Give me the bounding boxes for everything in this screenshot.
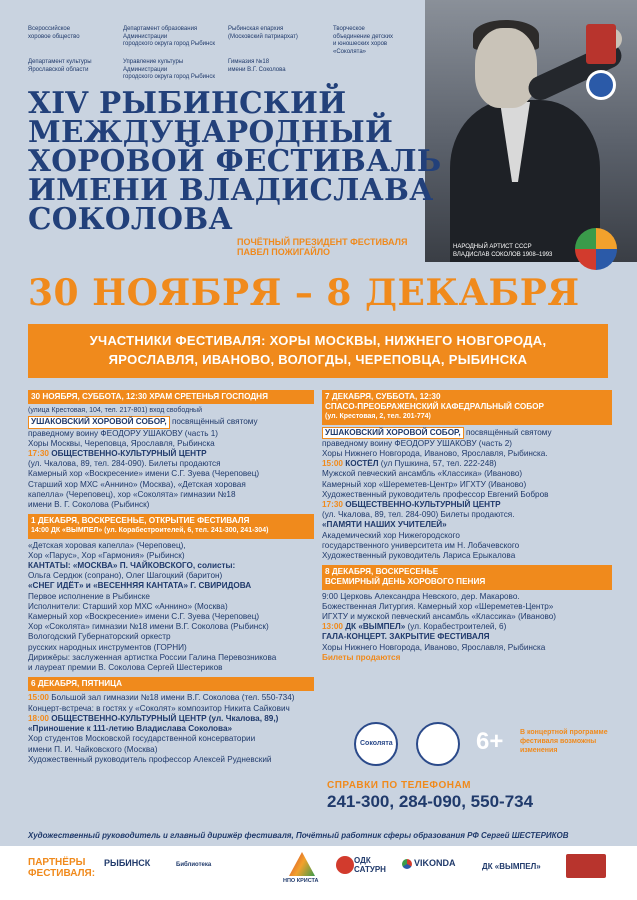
program-note: В концертной программе фестиваля возможны изменения bbox=[520, 729, 608, 754]
partners-bar bbox=[0, 846, 637, 900]
odk-logo-icon bbox=[336, 856, 354, 874]
phone-info: СПРАВКИ ПО ТЕЛЕФОНАМ 241-300, 284-090, 550-734 bbox=[327, 780, 534, 811]
participants-banner: УЧАСТНИКИ ФЕСТИВАЛЯ: ХОРЫ МОСКВЫ, НИЖНЕГО НОВГОРОДА, ЯРОСЛАВЛЯ, ИВАНОВО, ВОЛОГДЫ, ЧЕРЕПОВЦА, РЫБИНСКА bbox=[28, 324, 608, 378]
org-1: Всероссийское хоровое общество bbox=[28, 26, 80, 40]
event-dec-8: 8 ДЕКАБРЯ, ВОСКРЕСЕНЬЕ ВСЕМИРНЫЙ ДЕНЬ ХОРОВОГО ПЕНИЯ 9:00 Церковь Александра Невского, дер. Макарово. Божественная Литургия. Камерный хор «Шереметев-Центр» ИГХТУ и мужской певческий ансамбль «Классика» (Иваново) 13:00 ДК «ВЫМПЕЛ» (ул. Корабестроителей, 6) ГАЛА-КОНЦЕРТ. ЗАКРЫТИЕ ФЕСТИВАЛЯ Хоры Нижнего Новгорода, Иваново, Ярославля, Рыбинска Билеты продаются bbox=[322, 565, 612, 663]
program-right-column bbox=[322, 390, 612, 667]
music-school-logo-icon bbox=[416, 722, 460, 766]
photo-caption: НАРОДНЫЙ АРТИСТ СССР ВЛАДИСЛАВ СОКОЛОВ 1908–1993 bbox=[453, 244, 553, 258]
event-header: 1 ДЕКАБРЯ, ВОСКРЕСЕНЬЕ, ОТКРЫТИЕ ФЕСТИВАЛЯ 14:00 ДК «ВЫМПЕЛ» (ул. Корабестроителей, 6, тел. 241-300, 241-304) bbox=[28, 514, 314, 538]
artistic-director-credit: Художественный руководитель и главный дирижёр фестиваля, Почётный работник сферы образования РФ Сергей ШЕСТЕРИКОВ bbox=[28, 831, 569, 840]
event-header: 8 ДЕКАБРЯ, ВОСКРЕСЕНЬЕ ВСЕМИРНЫЙ ДЕНЬ ХОРОВОГО ПЕНИЯ bbox=[322, 565, 612, 589]
event-dec-1: 1 ДЕКАБРЯ, ВОСКРЕСЕНЬЕ, ОТКРЫТИЕ ФЕСТИВАЛЯ 14:00 ДК «ВЫМПЕЛ» (ул. Корабестроителей, 6, тел. 241-300, 241-304) «Детская хоровая капелла» (Череповец), Хор «Парус», Хор «Гармония» (Рыбинск) КАНТАТЫ: «МОСКВА» П. ЧАЙКОВСКОГО, солисты: Ольга Сердюк (сопрано), Олег Шагоцкий (баритон) «СНЕГ ИДЁТ» и «ВЕСЕННЯЯ КАНТАТА» Г. СВИРИДОВА Первое исполнение в Рыбинске Исполнители: Старший хор МХС «Аннино» (Москва) Камерный хор «Воскресение» имени С.Г. Зуева (Череповец) Хор «Соколята» гимназии №18 имени В.Г. Соколова (Рыбинск) Вологодский Губернаторский оркестр русских народных инструментов (ГОРНИ) Дирижёры: заслуженная артистка России Галина Перевозникова и лауреат премии В. Соколова Сергей Шестериков bbox=[28, 514, 314, 673]
honorary-president: ПОЧЁТНЫЙ ПРЕЗИДЕНТ ФЕСТИВАЛЯ ПАВЕЛ ПОЖИГАЙЛО bbox=[237, 237, 408, 257]
event-dec-7: 7 ДЕКАБРЯ, СУББОТА, 12:30 СПАСО-ПРЕОБРАЖЕНСКИЙ КАФЕДРАЛЬНЫЙ СОБОР (ул. Крестовая, 2, тел. 201-774) УШАКОВСКИЙ ХОРОВОЙ СОБОР, посвящённый святому праведному воину ФЕОДОРУ УШАКОВУ (часть 2) Хоры Нижнего Новгорода, Иваново, Ярославля, Рыбинска. 15:00 КОСТЁЛ (ул Пушкина, 57, тел. 222-248) Мужской певческий ансамбль «Классика» (Иваново) Камерный хор «Шереметев-Центр» ИГХТУ (Иваново) Художественный руководитель профессор Евгений Бобров 17:30 ОБЩЕСТВЕННО-КУЛЬТУРНЫЙ ЦЕНТР (ул. Чкалова, 89, тел. 284-090) Билеты продаются. «ПАМЯТИ НАШИХ УЧИТЕЛЕЙ» Академический хор Нижегородского государственного университета им Н. Лобачевского Художественный руководитель Лариса Ерыкалова bbox=[322, 390, 612, 561]
building-logo-icon bbox=[566, 854, 606, 878]
vikonda-logo-icon bbox=[402, 859, 412, 869]
org-3: Рыбинская епархия (Московский патриархат) bbox=[228, 26, 298, 40]
partner-vikonda: VIKONDA bbox=[402, 858, 456, 869]
event-header: 6 ДЕКАБРЯ, ПЯТНИЦА bbox=[28, 677, 314, 691]
event-header: 7 ДЕКАБРЯ, СУББОТА, 12:30 СПАСО-ПРЕОБРАЖЕНСКИЙ КАФЕДРАЛЬНЫЙ СОБОР (ул. Крестовая, 2, тел. 201-774) bbox=[322, 390, 612, 425]
city-crest-icon bbox=[586, 24, 616, 64]
org-5: Департамент культуры Ярославской области bbox=[28, 59, 92, 73]
choir-society-logo-icon bbox=[586, 70, 616, 100]
festival-logo-icon bbox=[575, 228, 617, 270]
festival-dates: 30 НОЯБРЯ – 8 ДЕКАБРЯ bbox=[28, 272, 580, 314]
event-dec-6: 6 ДЕКАБРЯ, ПЯТНИЦА 15:00 Большой зал гимназии №18 имени В.Г. Соколова (тел. 550-734) Концерт-встреча: в гостях у «Соколят» композитор Никита Сайкович 18:00 ОБЩЕСТВЕННО-КУЛЬТУРНЫЙ ЦЕНТР (ул. Чкалова, 89,) «Приношение к 111-летию Владислава Соколова» Хор студентов Московской государственной консерватории имени П. И. Чайковского (Москва) Художественный руководитель профессор Алексей Рудневский bbox=[28, 677, 314, 765]
org-6: Управление культуры Администрации городского округа город Рыбинск bbox=[123, 59, 215, 80]
age-rating: 6+ bbox=[476, 728, 504, 755]
organizers bbox=[28, 26, 428, 85]
partner-library: Библиотека bbox=[176, 862, 212, 868]
sokolyata-logo-icon: Соколята bbox=[354, 722, 398, 766]
org-4: Творческое объединение детских и юношеских хоров «Соколята» bbox=[333, 26, 393, 55]
logos-row bbox=[324, 718, 614, 778]
program-left-column bbox=[28, 390, 314, 769]
event-nov-30: 30 НОЯБРЯ, СУББОТА, 12:30 ХРАМ СРЕТЕНЬЯ ГОСПОДНЯ (улица Крестовая, 104, тел. 217-801) вход свободный УШАКОВСКИЙ ХОРОВОЙ СОБОР, посвящённый святому праведному воину ФЕОДОРУ УШАКОВУ (часть 1) Хоры Москвы, Череповца, Ярославля, Рыбинска 17:30 ОБЩЕСТВЕННО-КУЛЬТУРНЫЙ ЦЕНТР (ул. Чкалова, 89, тел. 284-090). Билеты продаются Камерный хор «Воскресение» имени С.Г. Зуева (Череповец) Старший хор МХС «Аннино» (Москва), «Детская хоровая капелла» (Череповец), хор «Соколята» гимназии №18 имени В. Г. Соколова (Рыбинск) bbox=[28, 390, 314, 510]
partner-odk: ОДК САТУРН bbox=[336, 854, 382, 880]
partners-label: ПАРТНЁРЫ ФЕСТИВАЛЯ: bbox=[28, 857, 96, 879]
photo-face bbox=[475, 28, 537, 108]
partner-krista: НПО КРИСТА bbox=[283, 878, 319, 884]
partner-dk-vympel: ДК «ВЫМПЕЛ» bbox=[482, 862, 541, 871]
festival-title: XIV РЫБИНСКИЙ МЕЖДУНАРОДНЫЙ ХОРОВОЙ ФЕСТИВАЛЬ ИМЕНИ ВЛАДИСЛАВА СОКОЛОВА bbox=[28, 85, 442, 236]
org-2: Департамент образования Администрации городского округа город Рыбинск bbox=[123, 26, 215, 47]
org-7: Гимназия №18 имени В.Г. Соколова bbox=[228, 59, 286, 73]
partner-rybinsk: РЫБИНСК bbox=[104, 858, 151, 868]
event-header: 30 НОЯБРЯ, СУББОТА, 12:30 ХРАМ СРЕТЕНЬЯ ГОСПОДНЯ bbox=[28, 390, 314, 404]
